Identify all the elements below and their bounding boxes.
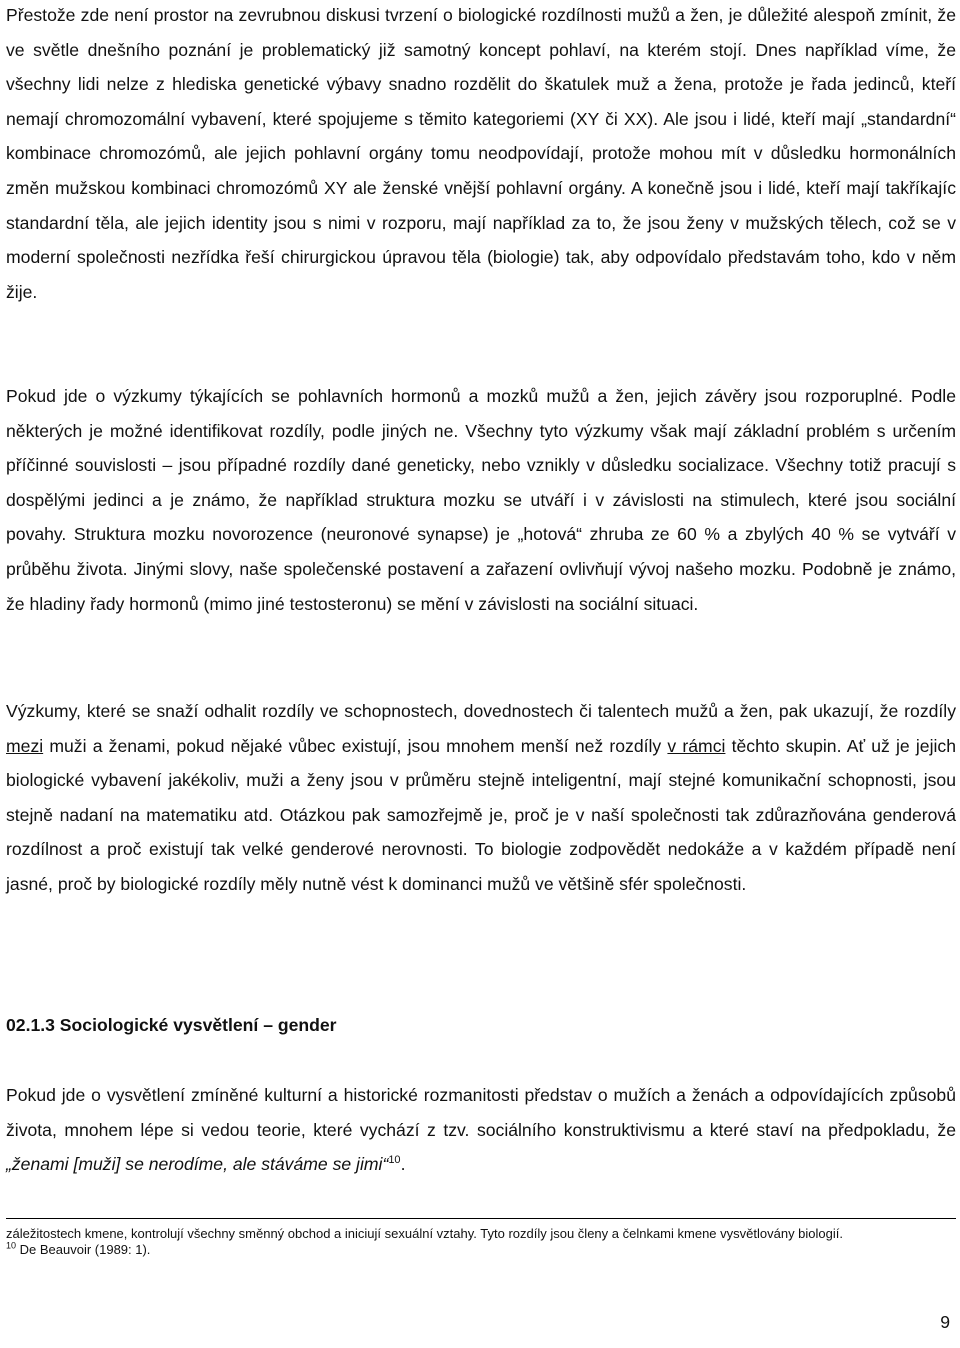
underlined-word-v-ramci: v rámci — [667, 735, 726, 756]
footnote-number: 10 — [6, 1240, 17, 1251]
paragraph-abilities-research — [6, 694, 956, 902]
paragraph-biological-sex: Přestože zde není prostor na zevrubnou diskusi tvrzení o biologické rozdílnosti mužů a žen, je důležité alespoň zmínit, že ve světle dnešního poznání je problematický již samotný koncept pohlaví, na kterém stojí. Dnes například víme, že všechny lidi nelze z hlediska genetické výbavy snadno rozdělit do škatulek muž a žena, protože je řada jedinců, kteří nemají chromozomální vybavení, které spojujeme s těmito kategoriemi (XY či XX). Ale jsou i lidé, kteří mají „standardní“ kombinace chromozómů, ale jejich pohlavní orgány tomu neodpovídají, protože mohou mít v důsledku hormonálních změn mužskou kombinaci chromozómů XY ale ženské vnější pohlavní orgány. A konečně jsou i lidé, kteří mají takříkajíc standardní těla, ale jejich identity jsou s nimi v rozporu, mají například za to, že jsou ženy v mužských tělech, což se v moderní společnosti nezřídka řeší chirurgickou úpravou těla (biologie) tak, aby odpovídalo představám toho, kdo v něm žije. — [6, 5, 956, 302]
underlined-word-mezi: mezi — [6, 735, 44, 756]
text-segment: muži a ženami, pokud nějaké vůbec existují, jsou mnohem menší než rozdíly — [43, 735, 668, 756]
text-segment: Výzkumy, které se snaží odhalit rozdíly ve schopnostech, dovednostech či talentech mužů a žen, pak ukazují, že rozdíly — [6, 701, 956, 721]
paragraph-social-construction — [6, 1078, 956, 1182]
footnote-continued: záležitostech kmene, kontrolují všechny směnný obchod a iniciují sexuální vztahy. Tyto rozdíly jsou členy a čelnkami kmene vysvětlovány biologií. — [6, 1226, 843, 1241]
italic-quote: „ženami [muži] se nerodíme, ale stáváme se jimi“ — [6, 1154, 389, 1175]
footnotes-section — [6, 1226, 956, 1258]
footnote-divider — [6, 1218, 956, 1219]
text-segment: těchto skupin. Ať už je jejich biologické vybavení jakékoliv, muži a ženy jsou v průměru stejně inteligentní, mají stejné komunikační schopnosti, jsou stejně nadaní na matematiku atd. Otázkou pak samozřejmě je, proč je v naší společnosti tak zdůrazňována genderová rozdílnost a proč existují tak velké genderové nerovnosti. To biologie zodpovědět nedokáže a v každém případě není jasné, proč by biologické rozdíly měly nutně vést k dominanci mužů ve většině sfér společnosti. — [6, 735, 956, 894]
text-segment: Pokud jde o vysvětlení zmíněné kulturní a historické rozmanitosti představ o mužích a ženách a odpovídajících způsobů života, mnohem lépe si vedou teorie, které vychází z tzv. sociálního konstruktivismu a které staví na předpokladu, že — [6, 1085, 956, 1140]
section-heading: 02.1.3 Sociologické vysvětlení – gender — [6, 1015, 337, 1035]
footnote-reference[interactable]: 10 — [388, 1154, 401, 1167]
footnote-10 — [6, 1242, 956, 1258]
page-number: 9 — [940, 1312, 950, 1332]
paragraph-hormones-brain: Pokud jde o výzkumy týkajících se pohlavních hormonů a mozků mužů a žen, jejich závěry jsou rozporuplné. Podle některých je možné identifikovat rozdíly, podle jiných ne. Všechny tyto výzkumy však mají základní problém s určením příčinné souvislosti – jsou případné rozdíly dané geneticky, nebo vznikly v důsledku socializace. Všechny totiž pracují s dospělými jedinci a je známo, že například struktura mozku se utváří i v závislosti na stimulech, které jsou sociální povahy. Struktura mozku novorozence (neuronové synapse) je „hotová“ zhruba ze 60 % a zbylých 40 % se vytváří v průběhu života. Jinými slovy, naše společenské postavení a zařazení ovlivňují vývoj našeho mozku. Podobně je známo, že hladiny řady hormonů (mimo jiné testosteronu) se mění v závislosti na sociální situaci. — [6, 386, 956, 614]
footnote-text: De Beauvoir (1989: 1). — [16, 1242, 151, 1257]
text-segment: . — [400, 1154, 406, 1175]
